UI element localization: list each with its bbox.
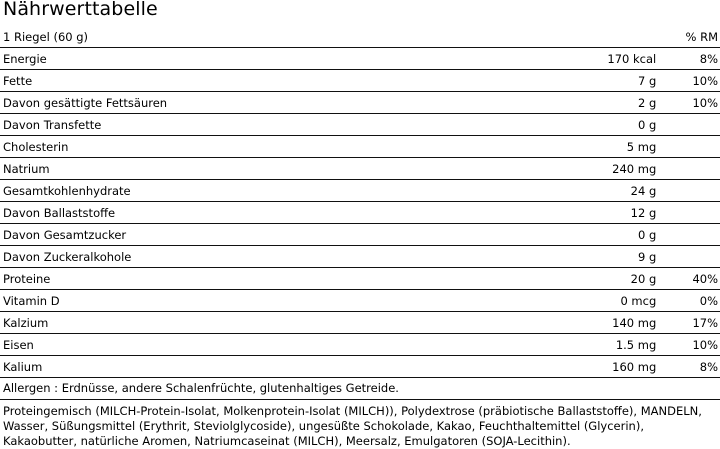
nutrient-label: Vitamin D — [0, 290, 529, 312]
nutrient-percent: 10% — [659, 92, 720, 114]
nutrient-percent: 8% — [659, 356, 720, 378]
nutrient-percent: 0% — [659, 290, 720, 312]
nutrient-label: Energie — [0, 48, 529, 70]
table-row — [0, 356, 720, 378]
nutrient-value: 1.5 mg — [529, 334, 659, 356]
nutrient-percent — [659, 246, 720, 268]
nutrient-value: 160 mg — [529, 356, 659, 378]
serving-size: 1 Riegel (60 g) — [0, 26, 529, 48]
nutrient-label: Eisen — [0, 334, 529, 356]
table-row — [0, 312, 720, 334]
nutrient-percent — [659, 114, 720, 136]
table-row — [0, 48, 720, 70]
nutrient-value: 12 g — [529, 202, 659, 224]
nutrient-label: Davon Zuckeralkohole — [0, 246, 529, 268]
nutrient-percent — [659, 202, 720, 224]
nutrient-label: Davon Transfette — [0, 114, 529, 136]
table-header-row — [0, 26, 720, 48]
nutrient-percent — [659, 180, 720, 202]
nutrient-value: 20 g — [529, 268, 659, 290]
nutrient-percent: 40% — [659, 268, 720, 290]
nutrition-table — [0, 26, 720, 378]
nutrient-value: 0 g — [529, 114, 659, 136]
table-row — [0, 334, 720, 356]
nutrient-label: Gesamtkohlenhydrate — [0, 180, 529, 202]
nutrient-label: Davon gesättigte Fettsäuren — [0, 92, 529, 114]
nutrient-percent: 10% — [659, 334, 720, 356]
table-row — [0, 268, 720, 290]
nutrient-value: 5 mg — [529, 136, 659, 158]
nutrient-percent — [659, 158, 720, 180]
ingredients-list: Proteingemisch (MILCH-Protein-Isolat, Molkenprotein-Isolat (MILCH)), Polydextrose (präbiotische Ballaststoffe), MANDELN, Wasser, Süßungsmittel (Erythrit, Steviolglycoside), ungesüßte Schokolade, Kakao, Feuchthaltemittel (Glycerin), Kakaobutter, natürliche Aromen, Natriumcaseinat (MILCH), Meersalz, Emulgatoren (SOJA-Lecithin). — [3, 404, 702, 448]
table-row — [0, 136, 720, 158]
nutrient-value: 9 g — [529, 246, 659, 268]
nutrient-percent — [659, 224, 720, 246]
nutrient-percent: 17% — [659, 312, 720, 334]
nutrient-label: Davon Ballaststoffe — [0, 202, 529, 224]
nutrient-value: 7 g — [529, 70, 659, 92]
nutrient-value: 24 g — [529, 180, 659, 202]
table-row — [0, 180, 720, 202]
nutrient-label: Fette — [0, 70, 529, 92]
table-row — [0, 224, 720, 246]
table-row — [0, 290, 720, 312]
nutrient-value: 0 g — [529, 224, 659, 246]
nutrient-value: 0 mcg — [529, 290, 659, 312]
page-title: Nährwerttabelle — [3, 0, 158, 20]
nutrient-percent: 8% — [659, 48, 720, 70]
nutrient-label: Kalium — [0, 356, 529, 378]
table-row — [0, 202, 720, 224]
nutrient-label: Davon Gesamtzucker — [0, 224, 529, 246]
nutrient-value: 170 kcal — [529, 48, 659, 70]
nutrient-label: Cholesterin — [0, 136, 529, 158]
nutrient-label: Kalzium — [0, 312, 529, 334]
nutrient-value: 2 g — [529, 92, 659, 114]
nutrient-value: 140 mg — [529, 312, 659, 334]
table-row — [0, 246, 720, 268]
table-row — [0, 114, 720, 136]
allergen-text: Allergen : Erdnüsse, andere Schalenfrüchte, glutenhaltiges Getreide. — [3, 381, 399, 395]
nutrient-label: Proteine — [0, 268, 529, 290]
header-value-spacer — [529, 26, 659, 48]
allergen-info — [0, 378, 720, 400]
nutrient-percent: 10% — [659, 70, 720, 92]
table-row — [0, 92, 720, 114]
nutrient-value: 240 mg — [529, 158, 659, 180]
table-row — [0, 158, 720, 180]
table-row — [0, 70, 720, 92]
pct-column-header: % RM — [659, 26, 720, 48]
nutrient-label: Natrium — [0, 158, 529, 180]
nutrient-percent — [659, 136, 720, 158]
